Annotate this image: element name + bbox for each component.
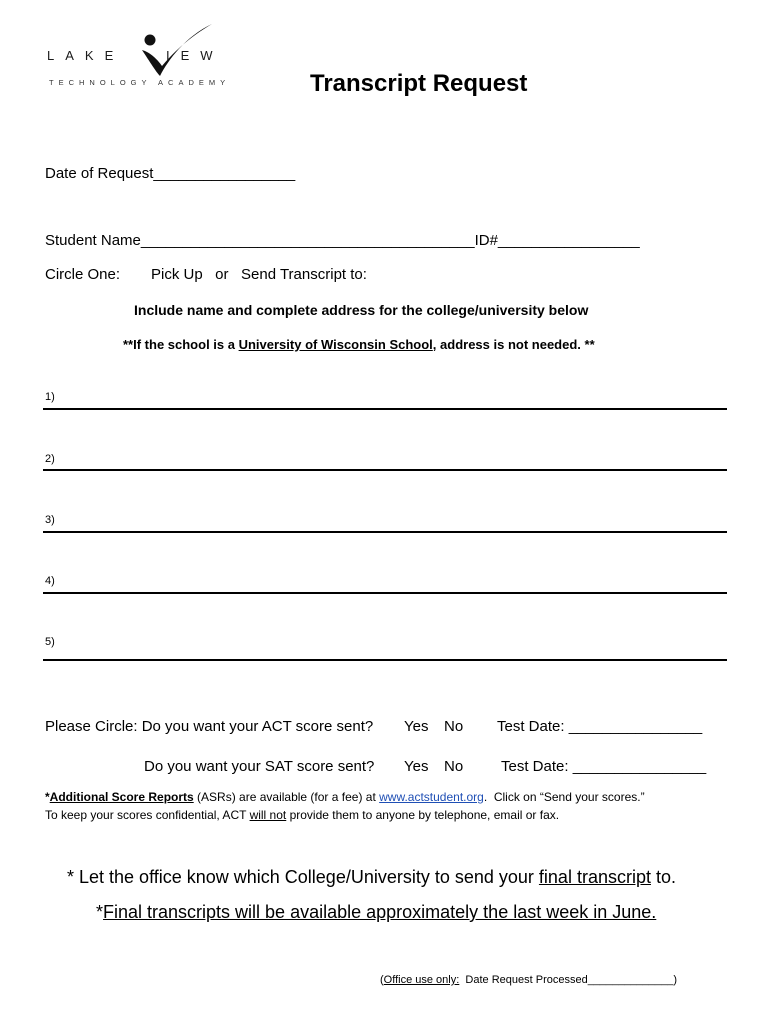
address-line-3[interactable] xyxy=(43,531,727,533)
final-notice-star: * xyxy=(96,902,104,922)
sat-yes-option[interactable]: Yes xyxy=(404,758,429,775)
confidential-note xyxy=(45,808,559,822)
sat-question: Do you want your SAT score sent? xyxy=(144,758,375,775)
logo-word-right: IEW xyxy=(166,48,224,63)
address-line-5[interactable] xyxy=(43,659,727,661)
act-yes-option[interactable]: Yes xyxy=(404,718,429,735)
office-use-rest: Date Request Processed______________) xyxy=(459,974,678,986)
act-question: Please Circle: Do you want your ACT score sent? xyxy=(45,718,374,735)
page-title: Transcript Request xyxy=(310,70,528,97)
act-test-date-field[interactable]: Test Date: ________________ xyxy=(497,718,703,735)
address-line-2[interactable] xyxy=(43,469,727,471)
office-use-label: Office use only: xyxy=(383,974,460,986)
logo-tagline: TECHNOLOGY ACADEMY xyxy=(49,78,231,87)
wisconsin-note-underlined: University of Wisconsin School xyxy=(238,337,433,352)
logo-word-left: LAKE xyxy=(47,48,125,63)
asr-note-end: . Click on “Send your scores.” xyxy=(483,790,645,804)
address-line-label-4: 4) xyxy=(45,575,55,587)
final-notice-underlined: Final transcripts will be available approximately the last week in June. xyxy=(103,902,657,922)
address-instruction: Include name and complete address for the college/university below xyxy=(134,302,589,318)
address-line-label-1: 1) xyxy=(45,391,55,403)
office-use-open: ( xyxy=(380,974,384,986)
asr-note-middle: (ASRs) are available (for a fee) at xyxy=(193,790,380,804)
office-use-field[interactable] xyxy=(380,974,677,986)
actstudent-link[interactable]: www.actstudent.org xyxy=(379,790,484,804)
office-notice xyxy=(67,867,676,888)
address-line-label-2: 2) xyxy=(45,453,55,465)
address-line-label-5: 5) xyxy=(45,636,55,648)
office-notice-suffix: to. xyxy=(650,867,676,887)
wisconsin-note-prefix: **If the school is a xyxy=(123,337,239,352)
address-line-4[interactable] xyxy=(43,592,727,594)
final-transcript-notice xyxy=(96,902,656,923)
student-name-id-field[interactable]: Student Name________________________________________ID#_________________ xyxy=(45,232,640,249)
wisconsin-note-suffix: , address is not needed. ** xyxy=(432,337,595,352)
act-no-option[interactable]: No xyxy=(444,718,464,735)
circle-one-options[interactable]: Pick Up or Send Transcript to: xyxy=(151,266,367,283)
asr-note-star: * xyxy=(45,790,50,804)
address-line-label-3: 3) xyxy=(45,514,55,526)
confidential-note-prefix: To keep your scores confidential, ACT xyxy=(45,808,250,822)
confidential-note-underlined: will not xyxy=(249,808,287,822)
circle-one-label: Circle One: xyxy=(45,266,121,283)
asr-note-underlined: Additional Score Reports xyxy=(49,790,194,804)
wisconsin-note xyxy=(123,337,595,352)
office-notice-prefix: * Let the office know which College/University to send your xyxy=(67,867,539,887)
sat-no-option[interactable]: No xyxy=(444,758,464,775)
date-of-request-field[interactable]: Date of Request_________________ xyxy=(45,165,296,182)
office-notice-underlined: final transcript xyxy=(538,867,651,887)
asr-note xyxy=(45,790,645,804)
sat-test-date-field[interactable]: Test Date: ________________ xyxy=(501,758,707,775)
address-line-1[interactable] xyxy=(43,408,727,410)
confidential-note-suffix: provide them to anyone by telephone, email or fax. xyxy=(286,808,560,822)
